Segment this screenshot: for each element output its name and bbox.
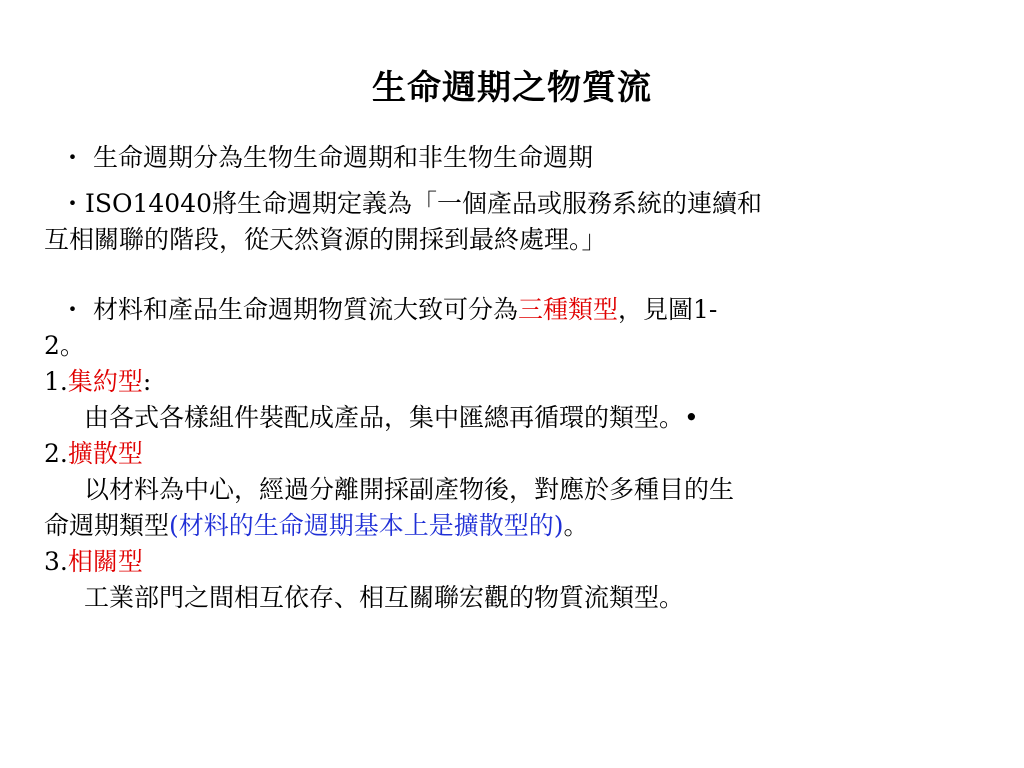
bullet-iso14040-line2: 互相關聯的階段，從天然資源的開採到最終處理。」	[44, 225, 607, 254]
type-3-description: 工業部門之間相互依存、相互關聯宏觀的物質流類型。	[84, 583, 685, 612]
type-item-3	[44, 544, 984, 616]
type-2-description-line1: 以材料為中心，經過分離開採副產物後，對應於多種目的生	[84, 475, 735, 504]
bullet-iso14040-line1: ・ISO14040將生命週期定義為「一個產品或服務系統的連續和	[60, 189, 763, 218]
bullet-three-types-post: ，見圖1-	[617, 295, 718, 324]
bullet-three-types-line1	[44, 292, 984, 328]
type-2-desc-text: 命週期類型	[44, 511, 170, 540]
bullet-three-types-pre: ・ 材料和產品生命週期物質流大致可分為	[60, 295, 518, 324]
type-1-description: 由各式各樣組件裝配成產品，集中匯總再循環的類型。•	[84, 403, 699, 432]
type-3-name: 相關型	[67, 547, 143, 576]
type-3-number: 3.	[44, 547, 68, 576]
bullet-iso14040	[44, 186, 984, 258]
bullet-lifecycle-types: ・ 生命週期分為生物生命週期和非生物生命週期	[60, 143, 593, 172]
type-1-heading	[44, 364, 984, 400]
type-1-number: 1.	[44, 367, 68, 396]
bullet-three-types	[44, 292, 984, 364]
type-2-description-line2	[44, 508, 984, 544]
type-2-heading	[44, 436, 984, 472]
three-types-highlight: 三種類型	[517, 295, 618, 324]
type-item-2	[44, 436, 984, 544]
bullet-three-types-line2: 2。	[44, 331, 85, 360]
type-3-heading	[44, 544, 984, 580]
type-2-desc-note: (材料的生命週期基本上是擴散型的)	[169, 511, 564, 540]
type-item-1	[44, 364, 984, 436]
slide-title: 生命週期之物質流	[372, 68, 652, 108]
type-2-desc-end: 。	[563, 511, 589, 540]
slide-content	[44, 140, 984, 616]
type-2-name: 擴散型	[67, 439, 143, 468]
type-1-suffix: :	[142, 367, 152, 396]
type-2-number: 2.	[44, 439, 68, 468]
type-1-name: 集約型	[67, 367, 143, 396]
